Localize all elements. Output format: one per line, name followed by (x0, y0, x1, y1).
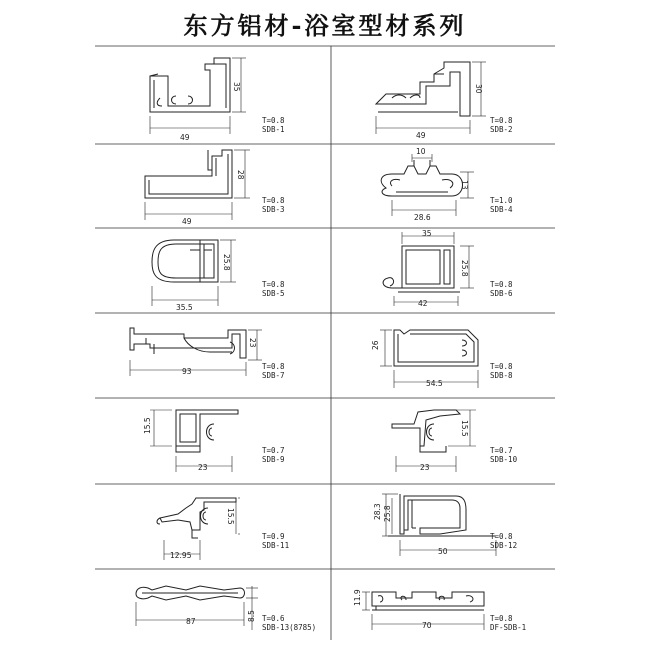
sdb-1-height: 35 (232, 82, 241, 92)
sdb-8-width: 54.5 (426, 379, 443, 388)
spec-sdb-11 (262, 532, 289, 550)
sdb-1-width: 49 (180, 133, 190, 142)
profile-sdb-6 (383, 246, 460, 292)
spec-sdb-12 (490, 532, 517, 550)
df-sdb-1-height: 11.9 (353, 589, 362, 606)
profile-df-sdb-1 (372, 592, 484, 610)
sdb-4-top: 10 (416, 147, 426, 156)
profile-sdb-4 (381, 160, 462, 196)
profile-sdb-9 (176, 410, 238, 452)
profile-sdb-8 (394, 330, 478, 366)
spec-sdb-1 (262, 116, 285, 134)
thickness-label: T=0.8 (490, 280, 513, 289)
spec-df-sdb-1 (490, 614, 526, 632)
sdb-7-height: 23 (248, 338, 257, 348)
thickness-label: T=0.8 (490, 532, 513, 541)
code-label: SDB-2 (490, 125, 513, 134)
profile-sdb-7 (130, 328, 246, 358)
spec-sdb-5 (262, 280, 285, 298)
code-label: SDB-12 (490, 541, 518, 550)
spec-sdb-3 (262, 196, 285, 214)
profile-sdb-11 (157, 498, 236, 538)
thickness-label: T=0.8 (490, 116, 513, 125)
code-label: DF-SDB-1 (490, 623, 527, 632)
sdb-7-width: 93 (182, 367, 192, 376)
spec-sdb-10 (490, 446, 517, 464)
thickness-label: T=0.7 (262, 446, 285, 455)
spec-sdb-9 (262, 446, 285, 464)
sdb-2-width: 49 (416, 131, 426, 140)
code-label: SDB-1 (262, 125, 285, 134)
profile-sdb-1 (150, 58, 230, 112)
sdb-13-width: 87 (186, 617, 196, 626)
sdb-10-height: 15.5 (460, 420, 469, 437)
code-label: SDB-3 (262, 205, 285, 214)
code-label: SDB-5 (262, 289, 285, 298)
thickness-label: T=0.8 (262, 116, 285, 125)
code-label: SDB-13(8785) (262, 623, 317, 632)
sdb-6-width: 42 (418, 299, 428, 308)
sdb-5-width: 35.5 (176, 303, 193, 312)
thickness-label: T=0.8 (490, 362, 513, 371)
sdb-8-height: 26 (371, 340, 380, 350)
thickness-label: T=0.8 (262, 362, 285, 371)
code-label: SDB-11 (262, 541, 290, 550)
sdb-12-inner-height: 25.8 (383, 505, 392, 522)
sdb-10-width: 23 (420, 463, 430, 472)
profile-sdb-3 (145, 150, 232, 198)
thickness-label: T=0.8 (262, 196, 285, 205)
sdb-9-height: 15.5 (143, 417, 152, 434)
code-label: SDB-7 (262, 371, 285, 380)
spec-sdb-13 (262, 614, 316, 632)
code-label: SDB-10 (490, 455, 518, 464)
sdb-6-height: 25.8 (460, 260, 469, 277)
sdb-12-width: 50 (438, 547, 448, 556)
sdb-5-height: 25.8 (222, 254, 231, 271)
sdb-11-height: 15.5 (226, 508, 235, 525)
sdb-13-height: 8.5 (247, 610, 256, 622)
spec-sdb-7 (262, 362, 285, 380)
df-sdb-1-width: 70 (422, 621, 432, 630)
sdb-9-width: 23 (198, 463, 208, 472)
sdb-2-height: 30 (474, 84, 483, 94)
thickness-label: T=0.9 (262, 532, 285, 541)
thickness-label: T=0.8 (262, 280, 285, 289)
profile-sdb-13 (136, 586, 245, 600)
sdb-3-width: 49 (182, 217, 192, 226)
spec-sdb-6 (490, 280, 513, 298)
sdb-6-top: 35 (422, 229, 432, 238)
profile-sdb-2 (376, 62, 470, 116)
spec-sdb-2 (490, 116, 513, 134)
profile-sdb-12 (388, 494, 496, 536)
profile-sdb-5 (152, 240, 218, 282)
thickness-label: T=0.6 (262, 614, 285, 623)
sdb-11-width: 12.95 (170, 551, 192, 560)
spec-sdb-8 (490, 362, 513, 380)
thickness-label: T=0.7 (490, 446, 513, 455)
code-label: SDB-9 (262, 455, 285, 464)
thickness-label: T=1.0 (490, 196, 513, 205)
sdb-12-outer-height: 28.3 (373, 503, 382, 520)
code-label: SDB-6 (490, 289, 513, 298)
code-label: SDB-8 (490, 371, 513, 380)
page-title: 东方铝材-浴室型材系列 (183, 11, 467, 40)
code-label: SDB-4 (490, 205, 513, 214)
sdb-4-width: 28.6 (414, 213, 431, 222)
sdb-4-height: 13 (460, 180, 469, 190)
spec-sdb-4 (490, 196, 513, 214)
thickness-label: T=0.8 (490, 614, 513, 623)
sdb-3-height: 28 (236, 170, 245, 180)
